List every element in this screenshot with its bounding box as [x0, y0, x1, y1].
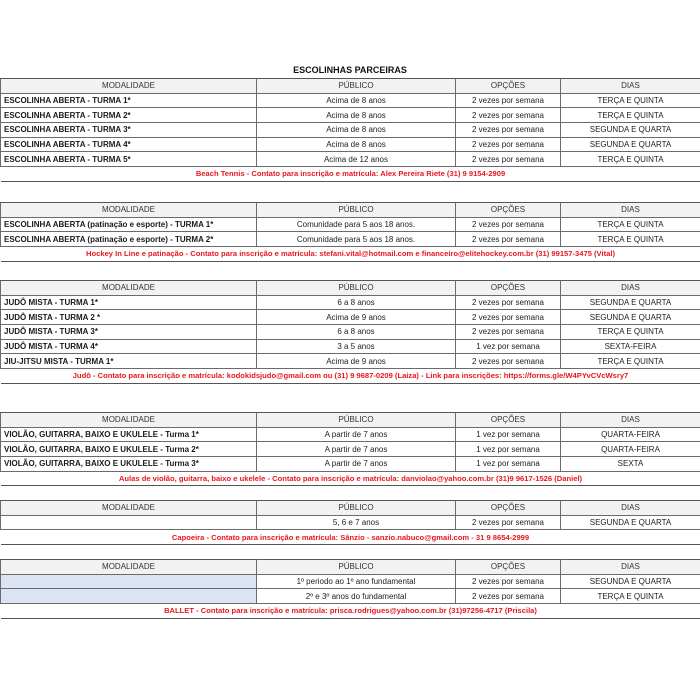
table-row [1, 339, 700, 354]
contact-row [1, 247, 700, 262]
table-hockey [0, 202, 700, 262]
header-publico: PÚBLICO [257, 281, 456, 296]
cell-dias: TERÇA E QUINTA [561, 217, 700, 232]
header-modalidade: MODALIDADE [1, 79, 257, 94]
cell-dias: SEGUNDA E QUARTA [561, 123, 700, 138]
contact-cell [1, 604, 700, 619]
cell-dias: QUARTA-FEIRA [561, 442, 700, 457]
table-header-row [1, 281, 700, 296]
contact-info: Capoeira - Contato para inscrição e matrícula: Sânzio - sanzio.nabuco@gmail.com - 31 9 8654-2999 [171, 532, 530, 542]
cell-publico: 1º periodo ao 1º ano fundamental [257, 574, 456, 589]
table-row [1, 152, 700, 167]
cell-dias: SEGUNDA E QUARTA [561, 295, 700, 310]
contact-cell [1, 471, 700, 486]
table-ballet [0, 559, 700, 619]
cell-publico: 5, 6 e 7 anos [257, 515, 456, 530]
table-row [1, 427, 700, 442]
cell-opcoes: 2 vezes por semana [456, 217, 561, 232]
cell-publico: 6 a 8 anos [257, 295, 456, 310]
header-dias: DIAS [561, 281, 700, 296]
cell-publico: Acima de 8 anos [257, 137, 456, 152]
cell-opcoes: 1 vez por semana [456, 339, 561, 354]
cell-publico: 2º e 3º anos do fundamental [257, 589, 456, 604]
header-dias: DIAS [561, 560, 700, 575]
table-header-row [1, 203, 700, 218]
cell-modalidade: ESCOLINHA ABERTA - TURMA 1* [1, 93, 257, 108]
cell-opcoes: 2 vezes por semana [456, 93, 561, 108]
header-opcoes: OPÇÕES [456, 560, 561, 575]
header-publico: PÚBLICO [257, 413, 456, 428]
cell-publico: 6 a 8 anos [257, 325, 456, 340]
cell-dias: TERÇA E QUINTA [561, 589, 700, 604]
contact-row [1, 167, 700, 182]
cell-dias: SEGUNDA E QUARTA [561, 515, 700, 530]
cell-dias: QUARTA-FEIRA [561, 427, 700, 442]
cell-modalidade [1, 589, 257, 604]
cell-opcoes: 2 vezes por semana [456, 137, 561, 152]
page-title: ESCOLINHAS PARCEIRAS [293, 65, 407, 75]
contact-info: Beach Tennis - Contato para inscrição e matrícula: Alex Pereira Riete (31) 9 9154-2909 [195, 169, 506, 179]
header-opcoes: OPÇÕES [456, 281, 561, 296]
cell-opcoes: 2 vezes por semana [456, 574, 561, 589]
cell-dias: TERÇA E QUINTA [561, 354, 700, 369]
table-row [1, 137, 700, 152]
cell-modalidade: ESCOLINHA ABERTA (patinação e esporte) - TURMA 2* [1, 232, 257, 247]
cell-modalidade: ESCOLINHA ABERTA (patinação e esporte) - TURMA 1* [1, 217, 257, 232]
cell-publico: 3 a 5 anos [257, 339, 456, 354]
cell-opcoes: 2 vezes por semana [456, 515, 561, 530]
header-dias: DIAS [561, 79, 700, 94]
table-row [1, 310, 700, 325]
header-opcoes: OPÇÕES [456, 501, 561, 516]
cell-opcoes: 1 vez por semana [456, 442, 561, 457]
cell-dias: TERÇA E QUINTA [561, 325, 700, 340]
cell-modalidade: JUDÔ MISTA - TURMA 4* [1, 339, 257, 354]
contact-row [1, 604, 700, 619]
table-row [1, 574, 700, 589]
cell-modalidade: ESCOLINHA ABERTA - TURMA 2* [1, 108, 257, 123]
contact-info: Hockey In Line e patinação - Contato para inscrição e matrícula: stefani.vital@hotmail.com e financeiro@elitehockey.com.br (31) 99157-3475 (Vital) [86, 249, 615, 259]
cell-opcoes: 2 vezes por semana [456, 589, 561, 604]
table-judo [0, 280, 700, 384]
cell-publico: A partir de 7 anos [257, 457, 456, 472]
cell-modalidade: VIOLÃO, GUITARRA, BAIXO E UKULELE - Turma 3* [1, 457, 257, 472]
cell-opcoes: 2 vezes por semana [456, 232, 561, 247]
table-row [1, 93, 700, 108]
table-row [1, 232, 700, 247]
table-row [1, 123, 700, 138]
header-dias: DIAS [561, 203, 700, 218]
table-row [1, 325, 700, 340]
table-header-row [1, 79, 700, 94]
table-row [1, 354, 700, 369]
cell-modalidade: JUDÔ MISTA - TURMA 3* [1, 325, 257, 340]
cell-opcoes: 2 vezes por semana [456, 108, 561, 123]
table-capoeira [0, 500, 700, 545]
cell-publico: Acima de 8 anos [257, 108, 456, 123]
header-publico: PÚBLICO [257, 203, 456, 218]
contact-cell [1, 167, 700, 182]
cell-dias: TERÇA E QUINTA [561, 93, 700, 108]
cell-modalidade: ESCOLINHA ABERTA - TURMA 3* [1, 123, 257, 138]
header-modalidade: MODALIDADE [1, 501, 257, 516]
cell-dias: SEGUNDA E QUARTA [561, 137, 700, 152]
cell-opcoes: 2 vezes por semana [456, 152, 561, 167]
header-modalidade: MODALIDADE [1, 203, 257, 218]
cell-dias: SEXTA-FEIRA [561, 339, 700, 354]
table-row [1, 295, 700, 310]
table-row [1, 217, 700, 232]
cell-dias: TERÇA E QUINTA [561, 152, 700, 167]
cell-publico: Acima de 8 anos [257, 123, 456, 138]
cell-dias: SEGUNDA E QUARTA [561, 310, 700, 325]
contact-cell [1, 369, 700, 384]
table-header-row [1, 501, 700, 516]
cell-opcoes: 1 vez por semana [456, 427, 561, 442]
header-publico: PÚBLICO [257, 560, 456, 575]
cell-opcoes: 2 vezes por semana [456, 354, 561, 369]
header-modalidade: MODALIDADE [1, 560, 257, 575]
cell-modalidade: JUDÔ MISTA - TURMA 1* [1, 295, 257, 310]
cell-opcoes: 1 vez por semana [456, 457, 561, 472]
header-dias: DIAS [561, 413, 700, 428]
cell-publico: Acima de 8 anos [257, 93, 456, 108]
cell-publico: Comunidade para 5 aos 18 anos. [257, 232, 456, 247]
table-row [1, 457, 700, 472]
table-row [1, 108, 700, 123]
cell-modalidade: JIU-JITSU MISTA - TURMA 1* [1, 354, 257, 369]
cell-modalidade: VIOLÃO, GUITARRA, BAIXO E UKULELE - Turma 2* [1, 442, 257, 457]
cell-dias: SEXTA [561, 457, 700, 472]
table-row [1, 442, 700, 457]
contact-info: Judô - Contato para inscrição e matrícula: kodokidsjudo@gmail.com ou (31) 9 9687-0209 (Laiza) - Link para inscrições: https://forms.gle/W4PYvCVcWsry7 [72, 371, 629, 381]
cell-modalidade: ESCOLINHA ABERTA - TURMA 5* [1, 152, 257, 167]
cell-dias: TERÇA E QUINTA [561, 232, 700, 247]
table-header-row [1, 413, 700, 428]
contact-row [1, 471, 700, 486]
cell-publico: Acima de 9 anos [257, 310, 456, 325]
cell-dias: TERÇA E QUINTA [561, 108, 700, 123]
cell-modalidade [1, 515, 257, 530]
header-publico: PÚBLICO [257, 501, 456, 516]
contact-info: Aulas de violão, guitarra, baixo e ukelele - Contato para inscrição e matrícula: danviolao@yahoo.com.br (31)9 9617-1526 (Daniel) [118, 474, 583, 484]
contact-cell [1, 530, 700, 545]
table-row [1, 515, 700, 530]
cell-publico: A partir de 7 anos [257, 442, 456, 457]
table-row [1, 589, 700, 604]
cell-modalidade: JUDÔ MISTA - TURMA 2 * [1, 310, 257, 325]
cell-modalidade [1, 574, 257, 589]
cell-opcoes: 2 vezes por semana [456, 310, 561, 325]
header-opcoes: OPÇÕES [456, 203, 561, 218]
table-beach-tennis [0, 78, 700, 182]
header-opcoes: OPÇÕES [456, 413, 561, 428]
cell-publico: A partir de 7 anos [257, 427, 456, 442]
header-opcoes: OPÇÕES [456, 79, 561, 94]
table-header-row [1, 560, 700, 575]
table-musica [0, 412, 700, 486]
cell-dias: SEGUNDA E QUARTA [561, 574, 700, 589]
header-modalidade: MODALIDADE [1, 281, 257, 296]
header-dias: DIAS [561, 501, 700, 516]
cell-publico: Comunidade para 5 aos 18 anos. [257, 217, 456, 232]
contact-row [1, 369, 700, 384]
cell-modalidade: VIOLÃO, GUITARRA, BAIXO E UKULELE - Turma 1* [1, 427, 257, 442]
contact-row [1, 530, 700, 545]
header-modalidade: MODALIDADE [1, 413, 257, 428]
cell-publico: Acima de 12 anos [257, 152, 456, 167]
contact-cell [1, 247, 700, 262]
cell-opcoes: 2 vezes por semana [456, 295, 561, 310]
cell-opcoes: 2 vezes por semana [456, 123, 561, 138]
cell-publico: Acima de 9 anos [257, 354, 456, 369]
cell-modalidade: ESCOLINHA ABERTA - TURMA 4* [1, 137, 257, 152]
contact-info: BALLET - Contato para inscrição e matrícula: prisca.rodrigues@yahoo.com.br (31)97256-4717 (Priscila) [164, 606, 537, 616]
header-publico: PÚBLICO [257, 79, 456, 94]
cell-opcoes: 2 vezes por semana [456, 325, 561, 340]
